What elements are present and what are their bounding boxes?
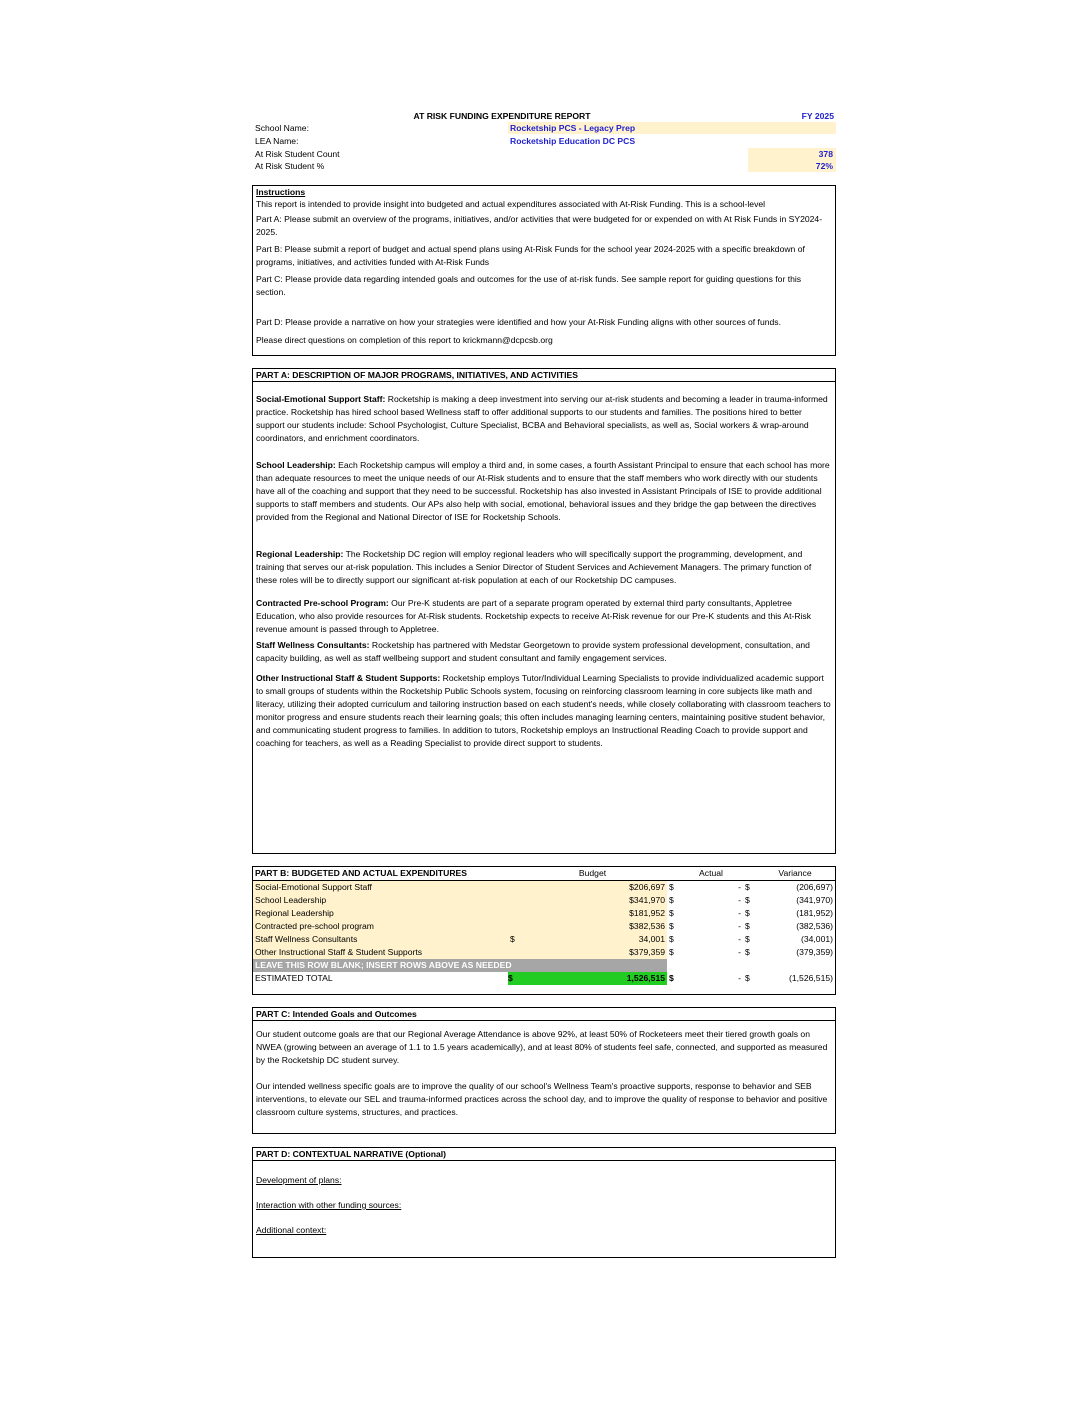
student-pct-label: At Risk Student % xyxy=(255,161,325,171)
variance-currency-sign: $ xyxy=(745,921,750,931)
actual-value: - xyxy=(738,908,741,918)
variance-currency-sign: $ xyxy=(745,934,750,944)
actual-value: - xyxy=(738,895,741,905)
program-text: Rocketship employs Tutor/Individual Learning Specialists to provide individualized academic support to small groups of students within the Rocketship Public Schools system, focusing on reinforcing classroom learning in core subjects like math and literacy, utilizing their adopted curriculum and tailoring instruction based on each student's needs, while closely collaborating with classroom teachers to monitor progress and ensure students reach their learning goals; this often includes managing learning centers, maintaining positive student behavior, and communicating student progress to families. In addition to tutors, Rocketship employs an Instructional Reading Coach to provide support and coaching for teachers, as well as a Reading Specialist to provide direct support to students. xyxy=(256,673,831,748)
report-header xyxy=(252,108,836,170)
instructions-part-d: Part D: Please provide a narrative on how your strategies were identified and how your At-Risk Funding aligns with other sources of funds. xyxy=(256,317,781,327)
variance-value: (341,970) xyxy=(796,895,833,905)
part-a-heading: PART A: DESCRIPTION OF MAJOR PROGRAMS, INITIATIVES, AND ACTIVITIES xyxy=(253,369,835,382)
additional-context[interactable]: Additional context: xyxy=(256,1225,327,1235)
expense-category: Regional Leadership xyxy=(253,907,508,920)
total-actual: - xyxy=(738,973,741,983)
variance-value: (382,536) xyxy=(796,921,833,931)
report-title: AT RISK FUNDING EXPENDITURE REPORT xyxy=(413,111,591,121)
variance-value: (379,359) xyxy=(796,947,833,957)
part-b-heading: PART B: BUDGETED AND ACTUAL EXPENDITURES xyxy=(255,868,467,878)
program-title: Social-Emotional Support Staff: xyxy=(256,394,386,404)
total-label: ESTIMATED TOTAL xyxy=(255,973,333,983)
part-d-box xyxy=(252,1147,836,1258)
instructions-contact: Please direct questions on completion of this report to krickmann@dcpcsb.org xyxy=(256,335,553,345)
actual-currency-sign: $ xyxy=(669,921,674,931)
program-description[interactable] xyxy=(253,393,835,445)
development-of-plans[interactable]: Development of plans: xyxy=(256,1175,342,1185)
actual-value: - xyxy=(738,882,741,892)
instructions-part-a: Part A: Please submit an overview of the programs, initiatives, and/or activities that were budgeted for or expended on with At Risk Funds in SY2024-2025. xyxy=(256,214,823,237)
actual-currency-sign: $ xyxy=(669,895,674,905)
school-name-label: School Name: xyxy=(255,123,309,133)
expense-category: School Leadership xyxy=(253,894,508,907)
total-actual-sign: $ xyxy=(669,973,674,983)
report-page xyxy=(252,108,836,1235)
actual-currency-sign: $ xyxy=(669,908,674,918)
budget-currency-sign xyxy=(508,881,518,895)
program-text: Rocketship is making a deep investment into serving our at-risk students and becoming a leader in trauma-informed practice. Rocketship has hired school based Wellness staff to offer additional supports to our students and families. The positions hired to better support our students include: School Psychologist, Culture Specialist, BCBA and Behavioral specialists, as well as, Social workers & wrap-around coordinators, and enrichment coordinators. xyxy=(256,394,828,443)
variance-currency-sign: $ xyxy=(745,882,750,892)
program-title: Regional Leadership: xyxy=(256,549,344,559)
total-variance: (1,526,515) xyxy=(789,973,833,983)
student-pct-value[interactable]: 72% xyxy=(748,160,836,172)
expenditure-table xyxy=(253,867,835,985)
program-text: The Rocketship DC region will employ regional leaders who will specifically support the programming, development, and training that serves our at-risk population. This includes a Senior Director of Student Services and Achievement Managers. The primary function of these roles will be to directly support our significant at-risk population at each of our Rocketship DC campuses. xyxy=(256,549,812,585)
total-budget: 1,526,515 xyxy=(518,972,667,985)
actual-value: - xyxy=(738,934,741,944)
expense-category: Contracted pre-school program xyxy=(253,920,508,933)
actual-currency-sign: $ xyxy=(669,882,674,892)
variance-currency-sign: $ xyxy=(745,947,750,957)
instructions-box xyxy=(252,185,836,356)
fiscal-year: FY 2025 xyxy=(801,111,834,121)
budget-value: $181,952 xyxy=(518,907,667,920)
lea-name-label: LEA Name: xyxy=(255,136,299,146)
table-row[interactable] xyxy=(253,933,835,946)
table-header-row xyxy=(253,867,835,881)
total-budget-sign: $ xyxy=(508,972,518,985)
program-description[interactable] xyxy=(253,639,835,665)
program-title: School Leadership: xyxy=(256,460,336,470)
budget-value: $379,359 xyxy=(518,946,667,959)
variance-column-header: Variance xyxy=(778,868,812,878)
program-text: Each Rocketship campus will employ a third and, in some cases, a fourth Assistant Principal to ensure that each school has more than adequate resources to meet the unique needs of our At-Risk students and to ensure that the staff members who work directly with our students have all of the coaching and support that they need to be successful. Rocketship has also invested in Assistant Principals of ISE to provide additional supports to staff members and students. Our APs also help with social, emotional, behavioral issues and they bridge the gap between the directives provided from the Regional and National Director of ISE for Rocketship Schools. xyxy=(256,460,830,522)
variance-value: (34,001) xyxy=(800,934,833,944)
budget-currency-sign xyxy=(508,907,518,920)
budget-currency-sign: $ xyxy=(508,933,518,946)
variance-value: (181,952) xyxy=(796,908,833,918)
instructions-intro: This report is intended to provide insight into budgeted and actual expenditures associated with At-Risk Funding. This is a school-level xyxy=(256,199,766,209)
instructions-heading: Instructions xyxy=(256,187,306,197)
part-c-wellness-goals[interactable]: Our intended wellness specific goals are to improve the quality of our school's Wellness Team's proactive supports, response to behavior and SEB interventions, to elevate our SEL and trauma-informed practices across the school day, and to improve the quality of response to behavior and positive classroom culture systems, structures, and practices. xyxy=(256,1081,828,1117)
actual-value: - xyxy=(738,947,741,957)
part-b-box xyxy=(252,866,836,995)
program-title: Staff Wellness Consultants: xyxy=(256,640,370,650)
program-description[interactable] xyxy=(253,459,835,524)
actual-value: - xyxy=(738,921,741,931)
variance-value: (206,697) xyxy=(796,882,833,892)
instructions-part-c: Part C: Please provide data regarding intended goals and outcomes for the use of at-risk funds. See sample report for guiding questions for this section. xyxy=(256,274,802,297)
budget-currency-sign xyxy=(508,920,518,933)
part-c-heading: PART C: Intended Goals and Outcomes xyxy=(253,1008,835,1021)
actual-currency-sign: $ xyxy=(669,947,674,957)
part-c-outcome-goals[interactable]: Our student outcome goals are that our Regional Average Attendance is above 92%, at least 50% of Rocketeers meet their tiered growth goals on NWEA (growing between an average of 1.1 to 1.5 years academically), and at least 80% of students feel safe, connected, and supported as measured by the Rocketship DC student survey. xyxy=(256,1029,828,1065)
variance-currency-sign: $ xyxy=(745,895,750,905)
budget-value: $382,536 xyxy=(518,920,667,933)
part-a-box xyxy=(252,368,836,854)
school-name-value[interactable]: Rocketship PCS - Legacy Prep xyxy=(508,122,836,134)
budget-value: $341,970 xyxy=(518,894,667,907)
budget-value: 34,001 xyxy=(518,933,667,946)
table-row[interactable] xyxy=(253,894,835,907)
table-row[interactable] xyxy=(253,920,835,933)
budget-currency-sign xyxy=(508,894,518,907)
actual-column-header: Actual xyxy=(699,868,723,878)
blank-placeholder-row[interactable] xyxy=(253,959,835,972)
program-description[interactable] xyxy=(253,672,835,750)
program-title: Other Instructional Staff & Student Supports: xyxy=(256,673,441,683)
variance-currency-sign: $ xyxy=(745,908,750,918)
expense-category: Other Instructional Staff & Student Supports xyxy=(253,946,508,959)
budget-column-header: Budget xyxy=(578,868,607,878)
interaction-with-funding[interactable]: Interaction with other funding sources: xyxy=(256,1200,402,1210)
budget-value: $206,697 xyxy=(518,881,667,895)
table-row[interactable] xyxy=(253,881,835,895)
blank-row-label: LEAVE THIS ROW BLANK; INSERT ROWS ABOVE AS NEEDED xyxy=(253,959,518,972)
student-count-value[interactable]: 378 xyxy=(748,148,836,160)
program-text: Our Pre-K students are part of a separate program operated by external third party consultants, Appletree Education, who also provide resources for At-Risk students. Rocketship expects to receive At-Risk revenue for our Pre-K students and this At-Risk revenue amount is passed through to Appletree. xyxy=(256,598,812,634)
total-variance-sign: $ xyxy=(745,973,750,983)
expense-category: Social-Emotional Support Staff xyxy=(253,881,508,895)
table-row[interactable] xyxy=(253,907,835,920)
part-d-heading: PART D: CONTEXTUAL NARRATIVE (Optional) xyxy=(253,1148,835,1161)
program-description[interactable] xyxy=(253,597,835,636)
expense-category: Staff Wellness Consultants xyxy=(253,933,508,946)
instructions-part-b: Part B: Please submit a report of budget and actual spend plans using At-Risk Funds for the school year 2024-2025 with a specific breakdown of programs, initiatives, and activities funded with At-Risk Funds xyxy=(256,244,805,267)
budget-currency-sign xyxy=(508,946,518,959)
program-text: Rocketship has partnered with Medstar Georgetown to provide system professional development, consultation, and capacity building, as well as staff wellbeing support and student consultant and family engagement services. xyxy=(256,640,810,663)
total-row xyxy=(253,972,835,985)
program-title: Contracted Pre-school Program: xyxy=(256,598,389,608)
part-c-box xyxy=(252,1007,836,1134)
student-count-label: At Risk Student Count xyxy=(255,149,340,159)
program-description[interactable] xyxy=(253,548,835,587)
table-row[interactable] xyxy=(253,946,835,959)
actual-currency-sign: $ xyxy=(669,934,674,944)
lea-name-value[interactable]: Rocketship Education DC PCS xyxy=(510,136,636,146)
